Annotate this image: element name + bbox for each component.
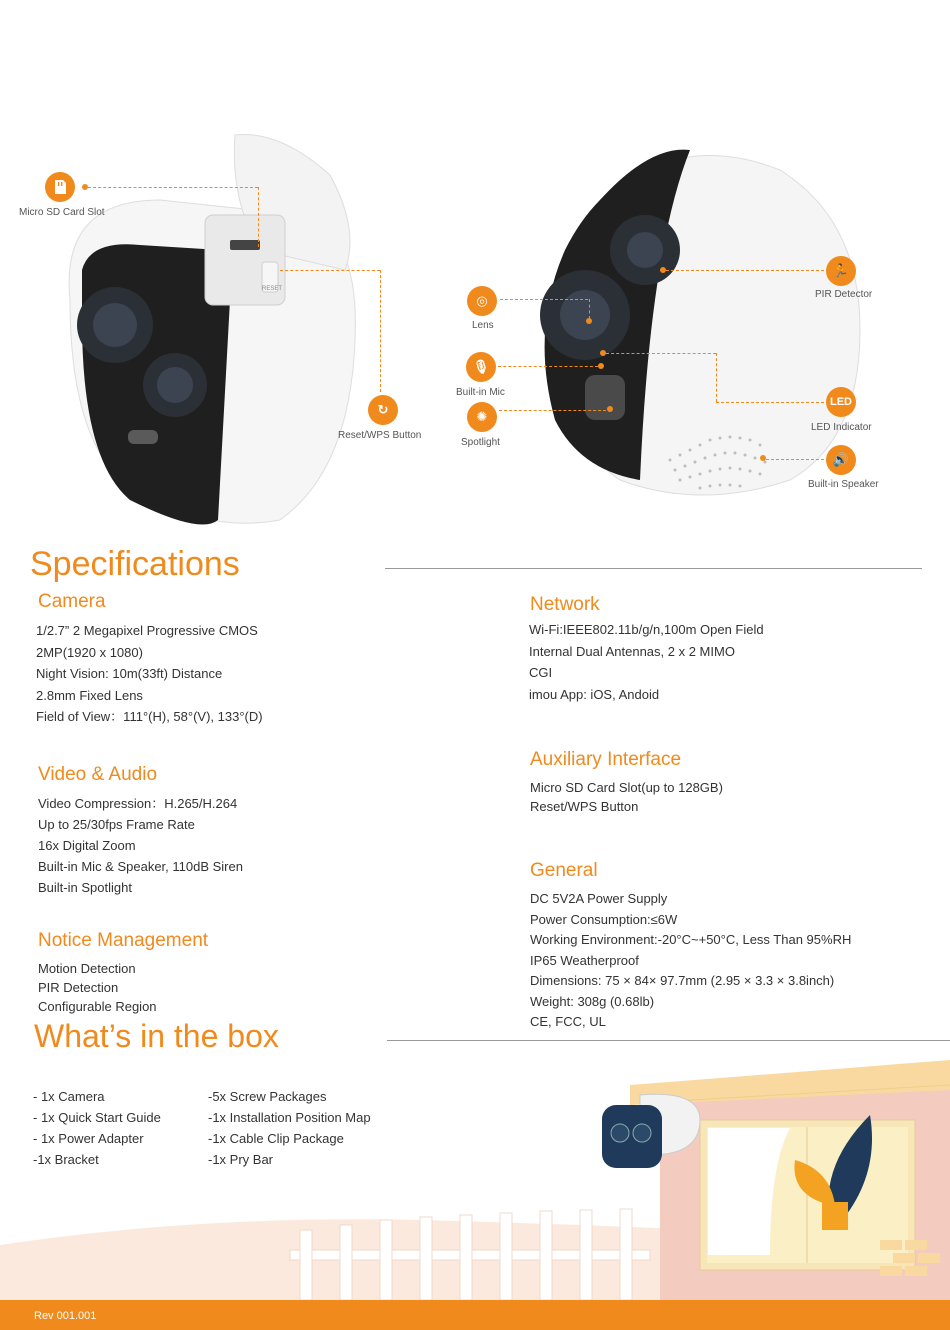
camera-left-illustration <box>69 135 355 525</box>
callout-line <box>380 270 381 392</box>
list-item: - 1x Quick Start Guide <box>33 1110 161 1125</box>
callout-line <box>589 299 590 319</box>
list-item: Working Environment:-20°C~+50°C, Less Than 95%RH <box>530 932 852 947</box>
auxiliary-spec-list <box>530 778 723 816</box>
list-item: Power Consumption:≤6W <box>530 911 678 927</box>
video-audio-heading: Video & Audio <box>38 764 158 785</box>
sd-card-icon <box>45 172 75 202</box>
general-spec-list <box>530 889 851 1033</box>
list-item: - 1x Camera <box>33 1089 105 1104</box>
notice-spec-list <box>38 959 157 1016</box>
list-item: Wi-Fi:IEEE802.11b/g/n,100m Open Field <box>529 622 764 637</box>
divider <box>385 568 922 569</box>
callout-line <box>88 187 258 188</box>
list-item: -5x Screw Packages <box>208 1089 327 1104</box>
list-item: Micro SD Card Slot(up to 128GB) <box>530 780 723 795</box>
callout-spotlight: Spotlight <box>461 437 500 448</box>
reset-print: RESET <box>262 286 283 292</box>
list-item: Built-in Mic & Speaker, 110dB Siren <box>38 859 243 874</box>
callout-dot <box>598 363 604 369</box>
callout-speaker: Built-in Speaker <box>808 479 879 490</box>
list-item: Video Compression：H.265/H.264 <box>38 796 238 811</box>
callout-line <box>498 366 598 367</box>
list-item: -1x Installation Position Map <box>208 1110 371 1125</box>
camera-spec-list <box>36 620 263 728</box>
revision-label: Rev 001.001 <box>34 1310 97 1322</box>
callout-led: LED Indicator <box>811 422 872 433</box>
callout-line <box>499 410 611 411</box>
list-item: Built-in Spotlight <box>38 880 132 895</box>
footer-bar <box>0 1300 950 1330</box>
pir-motion-icon: 🏃 <box>826 256 856 286</box>
list-item: Configurable Region <box>38 999 157 1014</box>
list-item: CGI <box>529 665 553 680</box>
notice-management-heading: Notice Management <box>38 930 209 951</box>
list-item: Reset/WPS Button <box>530 799 639 814</box>
list-item: imou App: iOS, Andoid <box>529 686 660 702</box>
list-item: Dimensions: 75 × 84× 97.7mm (2.95 × 3.3 × 3.8inch) <box>530 973 835 988</box>
spotlight-icon: ✺ <box>467 402 497 432</box>
list-item: -1x Pry Bar <box>208 1152 274 1167</box>
camera-heading: Camera <box>38 591 106 612</box>
network-spec-list <box>529 619 764 705</box>
list-item: 2.8mm Fixed Lens <box>36 687 143 703</box>
video-audio-spec-list <box>38 793 243 898</box>
network-heading: Network <box>530 594 600 615</box>
callout-line <box>280 270 380 271</box>
speaker-icon: 🔊 <box>826 445 856 475</box>
specifications-title: Specifications <box>30 545 240 583</box>
list-item: 2MP(1920 x 1080) <box>36 644 143 660</box>
list-item: Up to 25/30fps Frame Rate <box>38 817 195 832</box>
callout-line <box>606 353 716 354</box>
callout-builtin-mic: Built-in Mic <box>456 387 505 398</box>
callout-line <box>500 299 588 300</box>
general-heading: General <box>530 860 598 881</box>
list-item: PIR Detection <box>38 980 119 995</box>
auxiliary-heading: Auxiliary Interface <box>530 749 682 770</box>
list-item: DC 5V2A Power Supply <box>530 891 668 906</box>
callout-line <box>716 353 717 402</box>
callout-line <box>258 187 259 247</box>
callout-pir: PIR Detector <box>815 289 873 300</box>
callout-line <box>716 402 824 403</box>
list-item: Night Vision: 10m(33ft) Distance <box>36 666 223 681</box>
microphone-icon: 🎙 <box>466 352 496 382</box>
list-item: Motion Detection <box>38 961 136 976</box>
list-item: - 1x Power Adapter <box>33 1131 144 1146</box>
callout-dot <box>760 455 766 461</box>
whats-in-box-title: What’s in the box <box>34 1018 279 1054</box>
list-item: 16x Digital Zoom <box>38 838 136 853</box>
list-item: CE, FCC, UL <box>530 1014 606 1029</box>
house-illustration <box>0 1045 950 1300</box>
list-item: Weight: 308g (0.68lb) <box>530 993 655 1009</box>
reset-icon: ↻ <box>368 395 398 425</box>
callout-reset-wps: Reset/WPS Button <box>338 430 422 441</box>
list-item: IP65 Weatherproof <box>530 952 639 968</box>
divider <box>387 1040 950 1041</box>
lens-icon: ◎ <box>467 286 497 316</box>
list-item: Field of View：111°(H), 58°(V), 133°(D) <box>36 709 263 724</box>
led-icon: LED <box>826 387 856 417</box>
callout-line <box>766 459 824 460</box>
list-item: 1/2.7” 2 Megapixel Progressive CMOS <box>36 623 258 638</box>
list-item: -1x Bracket <box>33 1152 99 1167</box>
callout-lens: Lens <box>472 320 494 331</box>
list-item: Internal Dual Antennas, 2 x 2 MIMO <box>529 643 735 659</box>
callout-line <box>666 270 824 271</box>
callout-micro-sd: Micro SD Card Slot <box>19 207 105 218</box>
list-item: -1x Cable Clip Package <box>208 1131 344 1146</box>
callout-dot <box>607 406 613 412</box>
